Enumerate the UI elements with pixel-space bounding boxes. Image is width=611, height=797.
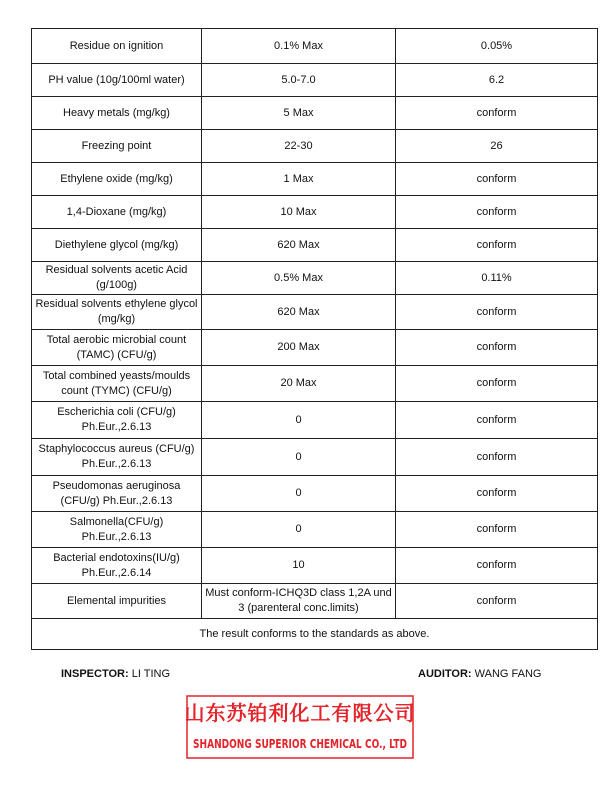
inspector-label: INSPECTOR: — [61, 668, 129, 680]
table-row — [32, 439, 598, 476]
result-value: 0.05% — [396, 29, 598, 64]
spec-value: 10 — [202, 548, 396, 584]
result-value: conform — [396, 196, 598, 229]
table-row — [32, 512, 598, 548]
spec-value: Must conform-ICHQ3D class 1,2A und 3 (parenteral conc.limits) — [202, 584, 396, 619]
spec-value: 0 — [202, 476, 396, 512]
table-row — [32, 584, 598, 619]
result-value: conform — [396, 330, 598, 366]
result-value: conform — [396, 476, 598, 512]
table-row — [32, 366, 598, 402]
test-item: Residue on ignition — [32, 29, 202, 64]
table-row — [32, 295, 598, 330]
spec-value: 200 Max — [202, 330, 396, 366]
result-value: conform — [396, 295, 598, 330]
test-item: Ethylene oxide (mg/kg) — [32, 163, 202, 196]
test-item: Total combined yeasts/moulds count (TYMC) (CFU/g) — [32, 366, 202, 402]
spec-value: 0.1% Max — [202, 29, 396, 64]
result-value: 0.11% — [396, 262, 598, 295]
result-value: 6.2 — [396, 64, 598, 97]
test-item: Elemental impurities — [32, 584, 202, 619]
spec-value: 0 — [202, 402, 396, 439]
test-item: Freezing point — [32, 130, 202, 163]
test-item: Staphylococcus aureus (CFU/g) Ph.Eur.,2.6.13 — [32, 439, 202, 476]
result-value: conform — [396, 402, 598, 439]
inspector-signature — [61, 668, 170, 680]
table-row — [32, 97, 598, 130]
spec-value: 0 — [202, 439, 396, 476]
table-row — [32, 130, 598, 163]
spec-value: 20 Max — [202, 366, 396, 402]
spec-value: 1 Max — [202, 163, 396, 196]
test-item: Residual solvents ethylene glycol (mg/kg) — [32, 295, 202, 330]
auditor-name: WANG FANG — [474, 668, 542, 680]
spec-value: 0.5% Max — [202, 262, 396, 295]
inspector-name: LI TING — [131, 668, 171, 680]
spec-value: 5 Max — [202, 97, 396, 130]
table-row — [32, 163, 598, 196]
test-item: Escherichia coli (CFU/g) Ph.Eur.,2.6.13 — [32, 402, 202, 439]
spec-value: 620 Max — [202, 229, 396, 262]
result-value: conform — [396, 584, 598, 619]
spec-value: 620 Max — [202, 295, 396, 330]
specification-table — [31, 28, 598, 650]
test-item: Diethylene glycol (mg/kg) — [32, 229, 202, 262]
test-item: Pseudomonas aeruginosa (CFU/g) Ph.Eur.,2.6.13 — [32, 476, 202, 512]
table-row — [32, 619, 598, 650]
table-row — [32, 29, 598, 64]
spec-value: 10 Max — [202, 196, 396, 229]
table-row — [32, 548, 598, 584]
result-value: 26 — [396, 130, 598, 163]
company-seal — [186, 695, 414, 759]
spec-value: 22-30 — [202, 130, 396, 163]
result-value: conform — [396, 163, 598, 196]
test-item: Residual solvents acetic Acid (g/100g) — [32, 262, 202, 295]
table-row — [32, 64, 598, 97]
auditor-label: AUDITOR: — [418, 668, 472, 680]
table-row — [32, 330, 598, 366]
conclusion-text: The result conforms to the standards as above. — [32, 619, 598, 650]
seal-chinese-name: 山东苏铂利化工有限公司 — [184, 701, 416, 725]
auditor-signature — [418, 668, 541, 680]
result-value: conform — [396, 548, 598, 584]
test-item: Salmonella(CFU/g) Ph.Eur.,2.6.13 — [32, 512, 202, 548]
spec-value: 0 — [202, 512, 396, 548]
table-row — [32, 262, 598, 295]
test-item: PH value (10g/100ml water) — [32, 64, 202, 97]
result-value: conform — [396, 439, 598, 476]
table-row — [32, 476, 598, 512]
specification-table-body — [32, 29, 598, 650]
seal-english-name: SHANDONG SUPERIOR CHEMICAL CO., LTD — [193, 737, 408, 751]
result-value: conform — [396, 512, 598, 548]
test-item: 1,4-Dioxane (mg/kg) — [32, 196, 202, 229]
table-row — [32, 402, 598, 439]
test-item: Total aerobic microbial count (TAMC) (CFU/g) — [32, 330, 202, 366]
result-value: conform — [396, 97, 598, 130]
spec-value: 5.0-7.0 — [202, 64, 396, 97]
result-value: conform — [396, 366, 598, 402]
test-item: Heavy metals (mg/kg) — [32, 97, 202, 130]
table-row — [32, 196, 598, 229]
table-row — [32, 229, 598, 262]
test-item: Bacterial endotoxins(IU/g) Ph.Eur.,2.6.14 — [32, 548, 202, 584]
result-value: conform — [396, 229, 598, 262]
